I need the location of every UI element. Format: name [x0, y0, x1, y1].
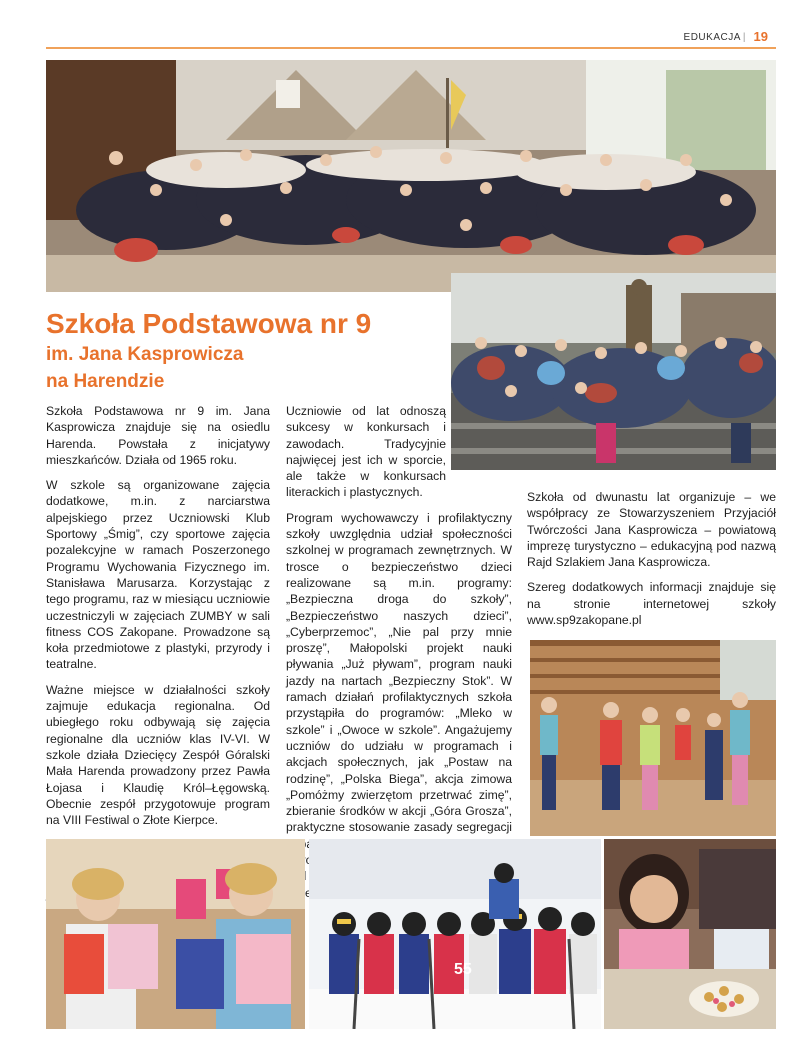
- section-label: EDUKACJA |: [683, 32, 746, 43]
- book-contest-photo: [46, 839, 305, 1029]
- header-rule: [46, 47, 776, 49]
- paragraph: W szkole są organizowane zajęcia dodatkowe, m.in. z narciarstwa alpejskiego przez Uczniowski Klub Sportowy „Śmig”, czy sportowe zajęcia pozalekcyjne w ramach Poszerzonego Programu Wychowania Fizycznego im. Stanisława Marusarza. Korzystając z tego programu, raz w miesiącu uczniowie uczestniczyli w zajęciach ZUMBY w sali fitness COS Zakopane. Prowadzone są koła przedmiotowe z plastyki, przyrody i teatralne.: [46, 478, 270, 672]
- page-number: 19: [753, 29, 768, 44]
- text-column-2: [286, 403, 512, 910]
- paragraph: Szkoła Podstawowa nr 9 im. Jana Kasprowicza znajduje się na osiedlu Harenda. Powstała z inicjatywy mieszkańców. Działa od 1965 roku.: [46, 404, 270, 467]
- baking-girl-photo: [604, 839, 776, 1029]
- text-column-1: [46, 403, 270, 912]
- ski-team-photo: [309, 839, 601, 1029]
- article-title-block: [46, 308, 446, 394]
- paragraph: Ważne miejsce w działalności szkoły zajmuje edukacja regionalna. Od ubiegłego roku odbywają się zajęcia regionalne dla uczniów klas IV-VI. W szkole działa Dziecięcy Zespół Góralski Mała Harenda prowadzony przez Pawła Łojasa i Klaudię Król–Łęgowską. Obecnie zespół przygotowuje program na VIII Festiwal o Złote Kierpce.: [46, 682, 270, 828]
- page-header: [0, 0, 800, 55]
- paragraph: Szkoła od dwunastu lat organizuje – we współpracy ze Stowarzyszeniem Przyjaciół Twórczości Jana Kasprowicza – powiatową imprezę turystyczno – edukacyjną pod nazwą Rajd Szlakiem Jana Kasprowicza.: [527, 490, 776, 570]
- group-photo: [46, 60, 776, 292]
- zumba-dance-photo: [530, 640, 776, 836]
- article-title: Szkoła Podstawowa nr 9: [46, 308, 372, 339]
- text-column-3: [527, 489, 776, 637]
- paragraph: Program wychowawczy i profilaktyczny szkoły uwzględnia udział społeczności szkolnej w programach zewnętrznych. W trosce o bezpieczeństwo dzieci realizowane są m.in. programy: „Bezpieczna droga do szkoły”, „Bezpieczeństwo naszych dzieci”, „Cyberprzemoc”, „Nie pal przy mnie proszę”, Małopolski projekt nauki pływania „Już pływam”, program nauki jazdy na nartach „Bezpieczny Stok”. W ramach działań profilaktycznych szkoła przystąpiła do programów: „Mleko w szkole” i „Owoce w szkole”. Angażujemy uczniów do udziału w programach i akcjach społecznych, jak „Postaw na rodzinę”, „Polska Biega”, akcja zimowa „Pomóżmy zwierzętom przetrwać zimę”, zbieranie środków w akcji „Góra Grosza”, praktyczne stosowanie zasady segregacji: [286, 510, 512, 835]
- ski-bib-number: 55: [454, 961, 472, 978]
- article-subtitle-line-2: na Harendzie: [46, 371, 165, 392]
- paragraph: Szereg dodatkowych informacji znajduje się na stronie internetowej szkoły www.sp9zakopane.pl: [527, 580, 776, 628]
- article-subtitle-line-1: im. Jana Kasprowicza: [46, 344, 244, 365]
- paragraph: Uczniowie od lat odnoszą sukcesy w konkursach i zawodach. Tradycyjnie najwięcej jest ich w sporcie, ale także w konkursach literackich i plastycznych.: [286, 404, 446, 500]
